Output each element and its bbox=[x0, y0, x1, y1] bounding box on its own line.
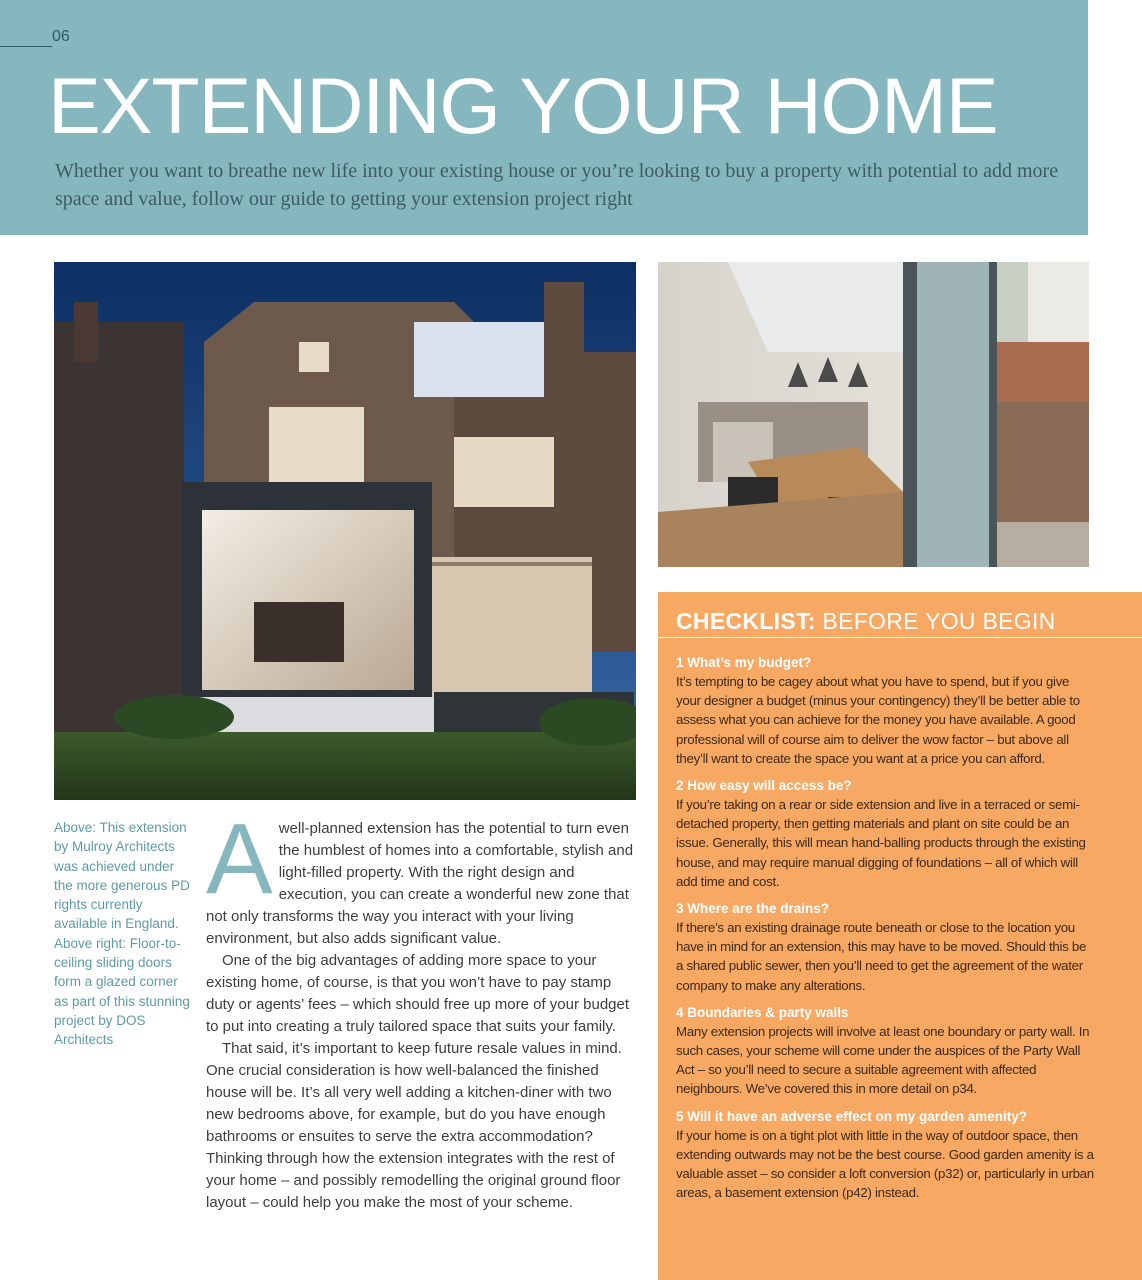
checklist-item-text: Many extension projects will involve at least one boundary or party wall. In such cases, your scheme will come under the auspices of the Party Wall Act – so you’ll need to secure a suitable agreement with affected neighbours. We’ve covered this in more detail on p34. bbox=[676, 1023, 1090, 1097]
page-subtitle: Whether you want to breathe new life into your existing house or you’re looking to buy a property with potential to add more space and value, follow our guide to getting your extension project right bbox=[55, 160, 1059, 210]
checklist-item-text: If your home is on a tight plot with little in the way of outdoor space, then extending outwards may not be the best course. Good garden amenity is a valuable asset – so consider a loft conversion (p32) or, particularly in urban areas, a basement extension (p42) instead. bbox=[676, 1127, 1094, 1201]
checklist-item bbox=[676, 654, 1096, 768]
checklist-rule bbox=[658, 637, 1142, 638]
checklist-item bbox=[676, 900, 1096, 995]
article-body bbox=[206, 803, 636, 1214]
header-banner bbox=[0, 0, 1088, 235]
checklist-items bbox=[676, 654, 1096, 1211]
checklist-item-heading: 5 Will it have an adverse effect on my garden amenity? bbox=[676, 1108, 1027, 1124]
checklist-item-text: If there’s an existing drainage route beneath or close to the location you have in mind for an extension, this may have to be moved. Should this be a shared public sewer, then you’ll need to get the agreement of the water company to make any alterations. bbox=[676, 920, 1087, 993]
house-extension-photo bbox=[54, 262, 636, 800]
checklist-item-text: If you’re taking on a rear or side extension and live in a terraced or semi-detached property, then getting materials and plant on site could be an issue. Generally, this will mean hand-balling products through the existing house, and may require manual digging of foundations – all of which will add time and cost. bbox=[676, 797, 1086, 889]
checklist-item-heading: 2 How easy will access be? bbox=[676, 778, 852, 794]
kitchen-diner-photo bbox=[658, 262, 1089, 567]
checklist-item bbox=[676, 1108, 1096, 1203]
checklist-item-heading: 1 What’s my budget? bbox=[676, 655, 812, 670]
page-number-rule bbox=[0, 46, 52, 47]
page-title: EXTENDING YOUR HOME bbox=[48, 61, 998, 150]
checklist-title-bold: CHECKLIST: bbox=[676, 608, 816, 634]
checklist-item bbox=[676, 1004, 1096, 1099]
checklist-item-heading: 4 Boundaries & party walls bbox=[676, 1004, 849, 1020]
photo-caption: Above: This extension by Mulroy Architects was achieved under the more generous PD rights currently available in England. Above right: Floor-to-ceiling sliding doors form a glazed corner as part of this stunning project by DOS Architects bbox=[54, 820, 190, 1048]
page-number: 06 bbox=[52, 28, 70, 45]
article-paragraph: That said, it’s important to keep future resale values in mind. One crucial consideration is how well-balanced the finished house will be. It’s all very well adding a kitchen-diner with two new bedrooms above, for example, but do you have enough bathrooms or ensuites to serve the extra accommodation? Thinking through how the extension integrates with the rest of your home – and possibly remodelling the original ground floor layout – could help you make the most of your scheme. bbox=[206, 1040, 622, 1211]
checklist-panel bbox=[658, 592, 1142, 1280]
checklist-item-heading: 3 Where are the drains? bbox=[676, 901, 830, 917]
checklist-item bbox=[676, 777, 1096, 891]
checklist-item-text: It’s tempting to be cagey about what you have to spend, but if you give your designer a budget (minus your contingency) they’ll be better able to assess what you can achieve for the money you have available. A good professional will of course aim to deliver the wow factor – but above all they’ll want to create the space you want at a price you can afford. bbox=[676, 674, 1080, 766]
checklist-title-light: BEFORE YOU BEGIN bbox=[815, 608, 1056, 634]
article-paragraph: One of the big advantages of adding more space to your existing home, of course, is that you won’t have to pay stamp duty or agents’ fees – which should free up more of your budget to put into creating a truly tailored space that suits your family. bbox=[206, 952, 630, 1035]
drop-cap: A bbox=[206, 803, 273, 915]
article-paragraph: well-planned extension has the potential to turn even the humblest of homes into a comfortable, stylish and light-filled property. With the right design and execution, you can create a wonderful new zone that not only transforms the way you interact with your living environment, but also adds significant value. bbox=[206, 820, 634, 947]
checklist-title bbox=[676, 608, 1056, 635]
